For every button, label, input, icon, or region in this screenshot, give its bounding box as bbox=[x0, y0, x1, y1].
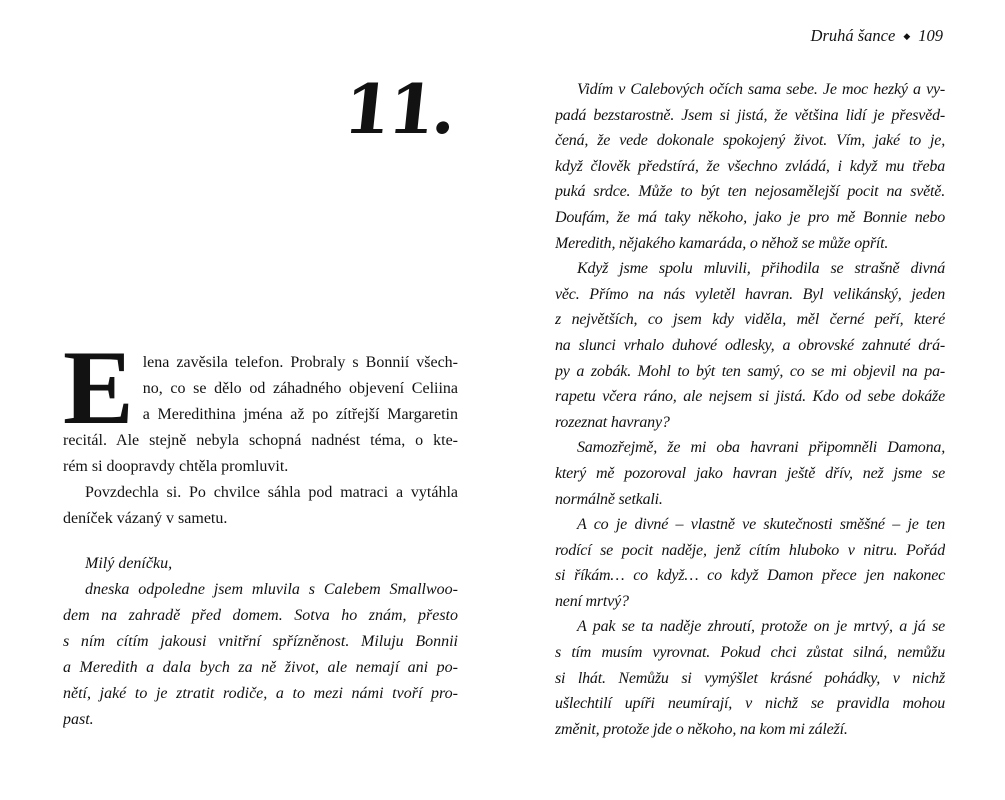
text-line: recitál. Ale stejně nebyla schopná nadnést téma, o kte- bbox=[63, 432, 458, 449]
text-line: čená, že vede dokonale spokojený život. Vím, jaké to je, bbox=[555, 132, 945, 150]
text-line: na slunci vrhalo duhové odlesky, a obrovské zahnuté drá- bbox=[555, 336, 945, 354]
text-line: lena zavěsila telefon. Probraly s Bonnií všech- bbox=[142, 354, 458, 371]
text-line: nětí, jaké to je ztratit rodiče, a to mezi námi tvoří pro- bbox=[63, 685, 458, 702]
text-line: Povzdechla si. Po chvilce sáhla pod matraci a vytáhla bbox=[85, 484, 458, 501]
text-line: A co je divné – vlastně ve skutečnosti směšné – je ten bbox=[577, 516, 945, 534]
text-line: s tím musím vyrovnat. Pokud chci zůstat silná, nemůžu bbox=[555, 644, 945, 662]
diamond-separator-icon: ◆ bbox=[903, 31, 911, 41]
text-line: věc. Přímo na nás vyletěl havran. Byl velikánský, jeden bbox=[555, 285, 945, 303]
chapter-number: 11. bbox=[339, 70, 458, 150]
text-line: past. bbox=[63, 711, 94, 728]
text-line: py a zobák. Mohl to být ten samý, co se mi objevil na pa- bbox=[555, 362, 945, 380]
text-line: Samozřejmě, že mi oba havrani připomněli Damona, bbox=[577, 439, 945, 457]
text-line: z největších, co jsem kdy viděla, měl černé peří, které bbox=[555, 311, 945, 329]
text-line: no, co se dělo od záhadného objevení Celiina bbox=[142, 380, 458, 397]
text-line: změnit, protože jde o někoho, na kom mi záleží. bbox=[555, 720, 848, 738]
text-line: dneska odpoledne jsem mluvila s Calebem Smallwoo- bbox=[85, 581, 458, 598]
text-line: A pak se ta naděje zhroutí, protože on je mrtvý, a já se bbox=[577, 618, 945, 636]
text-line: když člověk předstírá, že všechno zvládá, i když mu třeba bbox=[555, 157, 945, 175]
text-line: si říkám… co když… co když Damon přece jen nakonec bbox=[555, 567, 945, 585]
text-line: rapetu včera ráno, ale nejsem si jistá. Kdo od sebe dokáže bbox=[555, 388, 945, 406]
left-page-opening-paragraphs bbox=[63, 329, 458, 532]
text-line: Když jsme spolu mluvili, přihodila se strašně divná bbox=[577, 260, 945, 278]
book-title: Druhá šance bbox=[810, 26, 896, 45]
text-line: padá bezstarostně. Jsem si jistá, že většina lidí je přesvěd- bbox=[555, 106, 945, 124]
text-line: Milý deníčku, bbox=[85, 555, 173, 572]
text-line: a Meredithina jména až po zítřejší Margaretin bbox=[142, 406, 458, 423]
text-line: normálně setkali. bbox=[555, 490, 663, 508]
drop-cap: E bbox=[63, 329, 134, 446]
text-line: s ním cítím jakousi vnitřní spřízněnost. Miluju Bonnii bbox=[63, 633, 458, 650]
text-line: puká srdce. Může to být ten nejosamělejší pocit na světě. bbox=[555, 183, 945, 201]
text-line: rodící se pocit naděje, jenž cítím hluboko v nitru. Pořád bbox=[555, 541, 945, 559]
page-number: 109 bbox=[918, 26, 943, 45]
text-line: není mrtvý? bbox=[555, 592, 629, 610]
text-line: Vidím v Calebových očích sama sebe. Je moc hezký a vy- bbox=[577, 81, 945, 98]
text-line: si lhát. Nemůžu si vymýšlet krásné pohádky, v nichž bbox=[555, 669, 945, 687]
text-line: dem na zahradě před domem. Sotva ho znám, přesto bbox=[63, 607, 458, 624]
right-page-diary-entry bbox=[555, 77, 945, 742]
text-line: rém si doopravdy chtěla promluvit. bbox=[63, 458, 289, 475]
text-line: deníček vázaný v sametu. bbox=[63, 510, 228, 527]
left-page-diary-entry bbox=[63, 551, 458, 733]
text-line: a Meredith a dala bych za ně život, ale nemají ani po- bbox=[63, 659, 458, 676]
text-line: Doufám, že má taky někoho, jako je pro mě Bonnie nebo bbox=[555, 208, 945, 226]
text-line: rozeznat havrany? bbox=[555, 413, 670, 431]
text-line: Meredith, nějakého kamaráda, o něhož se může opřít. bbox=[555, 234, 889, 252]
running-header bbox=[555, 26, 943, 46]
text-line: který mě pozoroval jako havran ještě dřív, než jsme se bbox=[555, 464, 945, 482]
text-line: ušlechtilí upíři neumírají, v nichž se pravidla mohou bbox=[555, 695, 945, 713]
